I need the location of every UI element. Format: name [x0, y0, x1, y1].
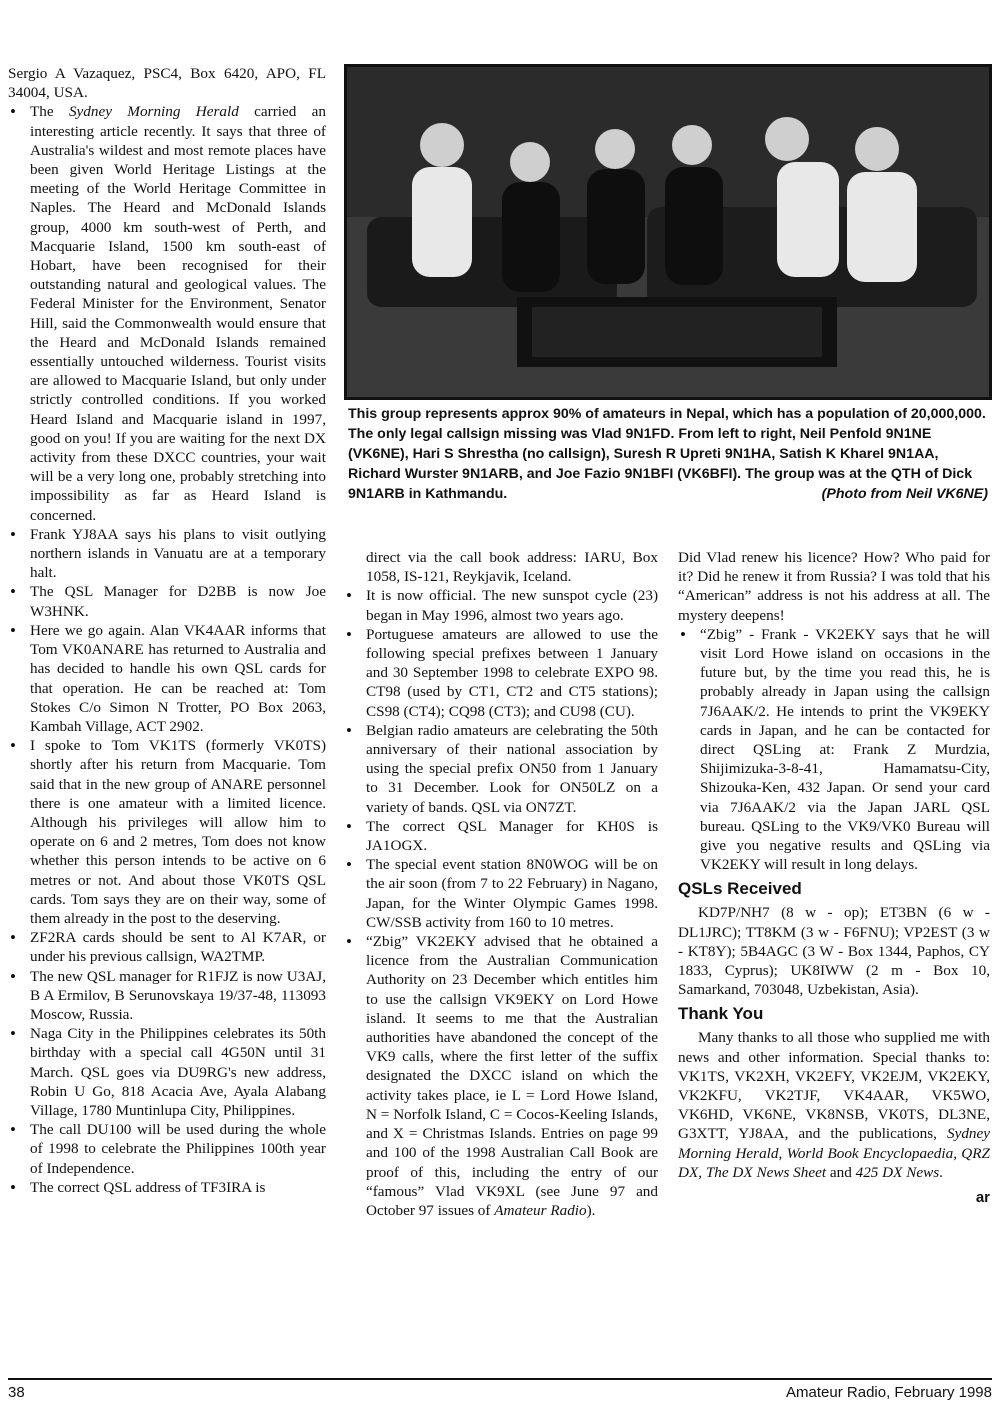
group-photo [344, 64, 992, 400]
qsl-text: KD7P/NH7 (8 w - op); ET3BN (6 w - DL1JRC); TT8KM (3 w - F6FNU); VP2EST (3 w - KT8Y); 5B4AGC (3 W - Box 1344, Paphos, CY 1833, Cyprus); UK8IWW (2 m - Box 10, Samarkand, 703048, Uzbekistan, Asia). [678, 904, 990, 999]
news-list-3 [678, 625, 990, 875]
thanks-body: Many thanks to all those who supplied me with news and other information. Special thanks to: VK1TS, VK2XH, VK2EFY, VK2EJM, VK2EKY, VK2KFU, VK2TJF, VK4AAR, VK5WO, VK6HD, VK6NE, VK8NSB, VK0TS, DL3NE, G3XTT, YJ8AA, and the publications, [678, 1029, 990, 1143]
news-item: • ZF2RA cards should be sent to Al K7AR, or under his previous callsign, WA2TMP. [8, 928, 326, 966]
news-item: • “Zbig” - Frank - VK2EKY says that he will visit Lord Howe island on occasions in the future but, by the time you read this, he is probably already in Japan using the callsign 7J6AAK/2. He intends to print the VK9EKY cards in Japan, and he can be contacted for direct QSLing at: Frank Z Murdzia, Shijimizuka-3-8-41, Hamamatsu-City, Shizouka-Ken, 432 Japan. Or send your card via 7J6AAK/2 via the Japan JARL QSL bureau. QSLing to the VK9/VK0 Bureau will give you negative results and QSLing via VK2EKY will result in long delays. [678, 625, 990, 875]
news-item: • Portuguese amateurs are allowed to use the following special prefixes between 1 January and 30 September 1998 to celebrate EXPO 98. CT98 (used by CT1, CT2 and CT5 stations); CS98 (CT4); CQ98 (CT3); and CU98 (CU). [344, 625, 658, 721]
news-list-1 [8, 102, 326, 1197]
news-item: • Naga City in the Philippines celebrates its 50th birthday with a special call 4G50N until 31 March. QSL goes via DU9RG's new address, Robin U Go, 818 Acacia Ave, Ayala Alabang Village, 1780 Muntinlupa City, Philippines. [8, 1024, 326, 1120]
column-1 [8, 64, 326, 1197]
news-item [344, 932, 658, 1220]
news-item: • The correct QSL address of TF3IRA is [8, 1178, 326, 1197]
news-item: • Belgian radio amateurs are celebrating the 50th anniversary of their national association by using the special prefix ON50 from 1 January to 31 December. Look for ON50LZ on a variety of bands. QSL via ON7ZT. [344, 721, 658, 817]
news-item: • The call DU100 will be used during the whole of 1998 to celebrate the Philippines 100th year of Independence. [8, 1120, 326, 1178]
news-item [8, 102, 326, 524]
news-list-2 [344, 548, 658, 1220]
continued-text: direct via the call book address: IARU, Box 1058, IS-121, Reykjavik, Iceland. [366, 549, 658, 586]
page-number: 38 [8, 1384, 25, 1401]
news-item: • I spoke to Tom VK1TS (formerly VK0TS) shortly after his return from Macquarie. Tom said that in the new group of ANARE personnel there is one amateur with a limited licence. Although his privileges will allow him to operate on 6 and 2 metres, Tom does not know whether this person intends to be active on 6 metres or not. And about those VK0TS QSL cards. Tom says they are on their way, some of them already in the post to the deserving. [8, 736, 326, 928]
intro-address: Sergio A Vazaquez, PSC4, Box 6420, APO, FL 34004, USA. [8, 65, 326, 102]
thanks-publication-last: 425 DX News [855, 1163, 940, 1181]
news-item-text: “Zbig” VK2EKY advised that he obtained a licence from the Australian Communication Authority on 23 December which entitles him to use the callsign VK9EKY on Lord Howe island. It seems to me that the Australian authorities have abandoned the concept of the VK9 calls, where the first letter of the suffix designated the DXCC island on which the activity takes place, ie L = Lord Howe Island, N = Norfolk Island, C = Cocos-Keeling Islands, and X = Christmas Islands. Entries on page 99 and 100 of the 1998 Australian Call Book are proof of this, including the entry of our “famous” Vlad VK9XL (see June 97 and October 97 issues of [366, 933, 658, 1219]
news-item: • The QSL Manager for D2BB is now Joe W3HNK. [8, 582, 326, 620]
news-item-text: The [30, 103, 69, 121]
news-item-text: ). [586, 1201, 596, 1219]
news-item: • Here we go again. Alan VK4AAR informs that Tom VK0ANARE has returned to Australia and has decided to handle his own QSL cards for that operation. He can be reached at: Tom Stokes C/o Simon N Trotter, PO Box 2063, Kambah Village, ACT 2902. [8, 621, 326, 736]
continued-text-3: Did Vlad renew his licence? How? Who paid for it? Did he renew it from Russia? I was told that his “American” address is not his address at all. The mystery deepens! [678, 549, 990, 624]
qsl-heading: QSLs Received [678, 879, 802, 899]
photo-caption [348, 404, 988, 504]
thanks-publications: Sydney Morning Herald, World Book Encyclopaedia, QRZ DX, The DX News Sheet [678, 1125, 990, 1181]
thanks-end: . [939, 1163, 943, 1181]
column-3 [678, 548, 990, 1207]
article-sign-off: ar [975, 1189, 990, 1207]
news-item: • Frank YJ8AA says his plans to visit outlying northern islands in Vanuatu are at a temporary halt. [8, 525, 326, 583]
group-photo-icon [347, 67, 989, 397]
column-2 [344, 548, 658, 1220]
publication-title: Sydney Morning Herald [68, 103, 239, 121]
publication-title: Amateur Radio [494, 1201, 587, 1219]
page-footer [8, 1378, 992, 1401]
thanks-text [678, 1028, 990, 1182]
photo-credit: (Photo from Neil VK6NE) [821, 486, 988, 502]
thanks-heading: Thank You [678, 1004, 764, 1024]
news-item: • The correct QSL Manager for KH0S is JA1OGX. [344, 817, 658, 855]
news-item: • It is now official. The new sunspot cycle (23) began in May 1996, almost two years ago. [344, 586, 658, 624]
news-item: • The new QSL manager for R1FJZ is now U3AJ, B A Ermilov, B Serunovskaya 19/37-48, 113093 Moscow, Russia. [8, 967, 326, 1025]
thanks-and: and [826, 1163, 856, 1181]
news-item-text: carried an interesting article recently. It says that three of Australia's wildest and most remote places have been given World Heritage Listings at the meeting of the World Heritage Committee in Naples. The Heard and McDonald Islands group, 4000 km south-west of Perth, and Macquarie Island, 1500 km south-east of Hobart, have been recognised for their outstanding natural and geological values. The Federal Minister for the Environment, Senator Hill, said the Commonwealth would ensure that the Heard and McDonald Islands remained essentially untouched wilderness. Tourist visits are allowed to Macquarie Island, but only under strictly controlled conditions. If you worked Heard Island and Macquarie island in 1997, good on you! If you are waiting for the next DX activity from these DXCC countries, your wait will be a very long one, probably stretching into impossibility as far as Heard Island is concerned. [30, 103, 326, 524]
caption-text: This group represents approx 90% of amateurs in Nepal, which has a population of 20,000,000. The only legal callsign missing was Vlad 9N1FD. From left to right, Neil Penfold 9N1NE (VK6NE), Hari S Shrestha (no callsign), Suresh R Upreti 9N1HA, Satish K Kharel 9N1AA, Richard Wurster 9N1ARB, and Joe Fazio 9N1BFI (VK6BFI). The group was at the QTH of Dick 9N1ARB in Kathmandu. [348, 406, 986, 502]
magazine-issue: Amateur Radio, February 1998 [786, 1384, 992, 1401]
news-item: • The special event station 8N0WOG will be on the air soon (from 7 to 22 February) in Nagano, Japan, for the Winter Olympic Games 1998. CW/SSB activity from 160 to 10 metres. [344, 855, 658, 932]
